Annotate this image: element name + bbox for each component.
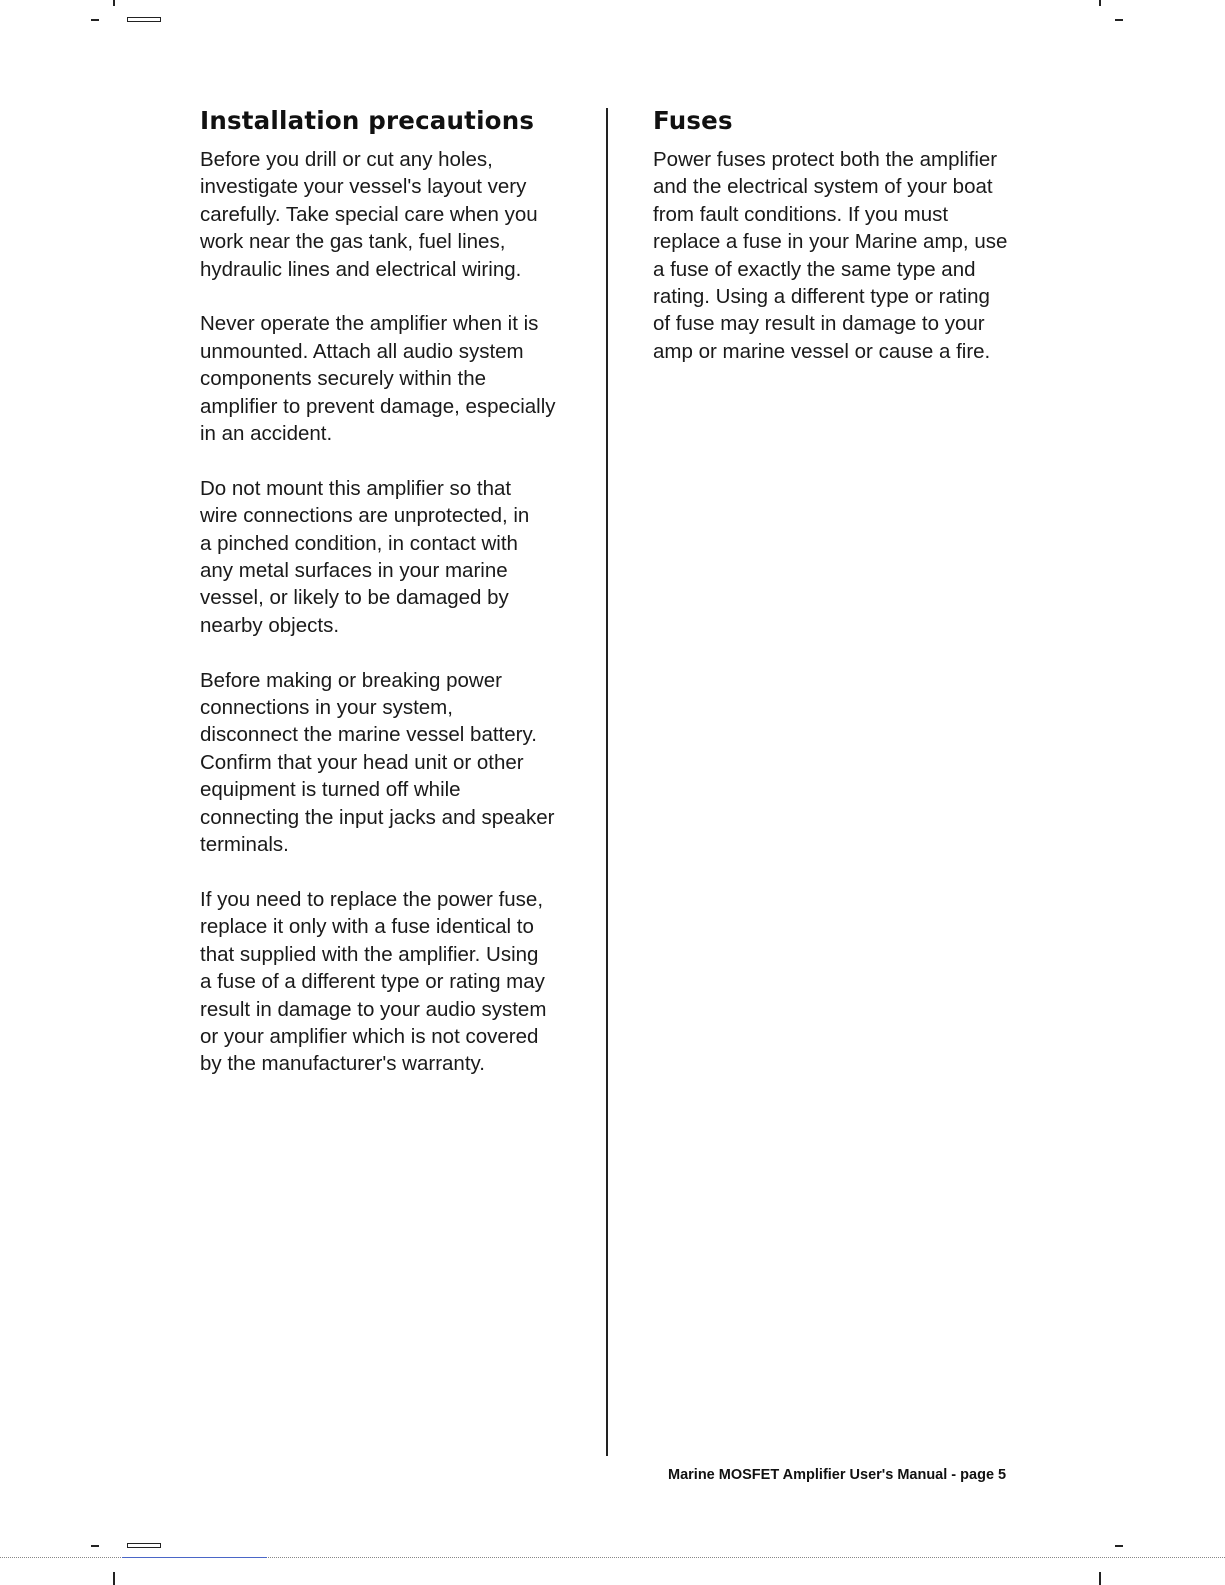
- bottom-link-rule: [122, 1557, 267, 1558]
- column-divider: [606, 108, 608, 1456]
- precaution-paragraph-fuse-replacement: If you need to replace the power fuse, replace it only with a fuse identical to that supplied with the amplifier. Using a fuse of a different type or rating may result in damage to your audio system or your amplifier which is not covered by the manufacturer's warranty.: [200, 887, 547, 1076]
- crop-mark-bottom-left-short: [91, 1545, 99, 1547]
- precaution-paragraph-wire-connections: Do not mount this amplifier so that wire connections are unprotected, in a pinched condition, in contact with any metal surfaces in your marine vessel, or likely to be damaged by nearby objects.: [200, 476, 530, 637]
- precaution-paragraph-drilling: Before you drill or cut any holes, investigate your vessel's layout very carefully. Take special care when you work near the gas tank, fuel lines, hydraulic lines and electrical wiring.: [200, 148, 538, 281]
- page-footer: Marine MOSFET Amplifier User's Manual - page 5: [668, 1467, 1007, 1483]
- crop-mark-bottom-right-vertical: [1099, 1572, 1101, 1585]
- crop-mark-bottom-left-vertical: [113, 1572, 115, 1585]
- crop-mark-top-right-vertical: [1099, 0, 1101, 6]
- crop-mark-top-right-short: [1115, 19, 1123, 21]
- fuses-paragraph: Power fuses protect both the amplifier and the electrical system of your boat from fault conditions. If you must replace a fuse in your Marine amp, use a fuse of exactly the same type and rating. Using a different type or rating of fuse may result in damage to your amp or marine vessel or cause a fire.: [653, 148, 1008, 363]
- precaution-paragraph-mounting: Never operate the amplifier when it is unmounted. Attach all audio system components securely within the amplifier to prevent damage, especially in an accident.: [200, 312, 556, 446]
- crop-mark-bottom-right-short: [1115, 1545, 1123, 1547]
- crop-mark-top-left-short: [91, 19, 99, 21]
- precaution-paragraph-power-connections: Before making or breaking power connections in your system, disconnect the marine vessel battery. Confirm that your head unit or other equipment is turned off while connecting the input jacks and speaker terminals.: [200, 668, 555, 857]
- fuses-heading: Fuses: [653, 106, 733, 135]
- fuses-section: [653, 106, 1033, 393]
- installation-precautions-section: [200, 106, 580, 1105]
- crop-mark-bottom-left-bar: [127, 1543, 161, 1548]
- crop-mark-top-left-vertical: [113, 0, 115, 6]
- installation-precautions-heading: Installation precautions: [200, 106, 535, 135]
- crop-mark-top-left-bar: [127, 17, 161, 22]
